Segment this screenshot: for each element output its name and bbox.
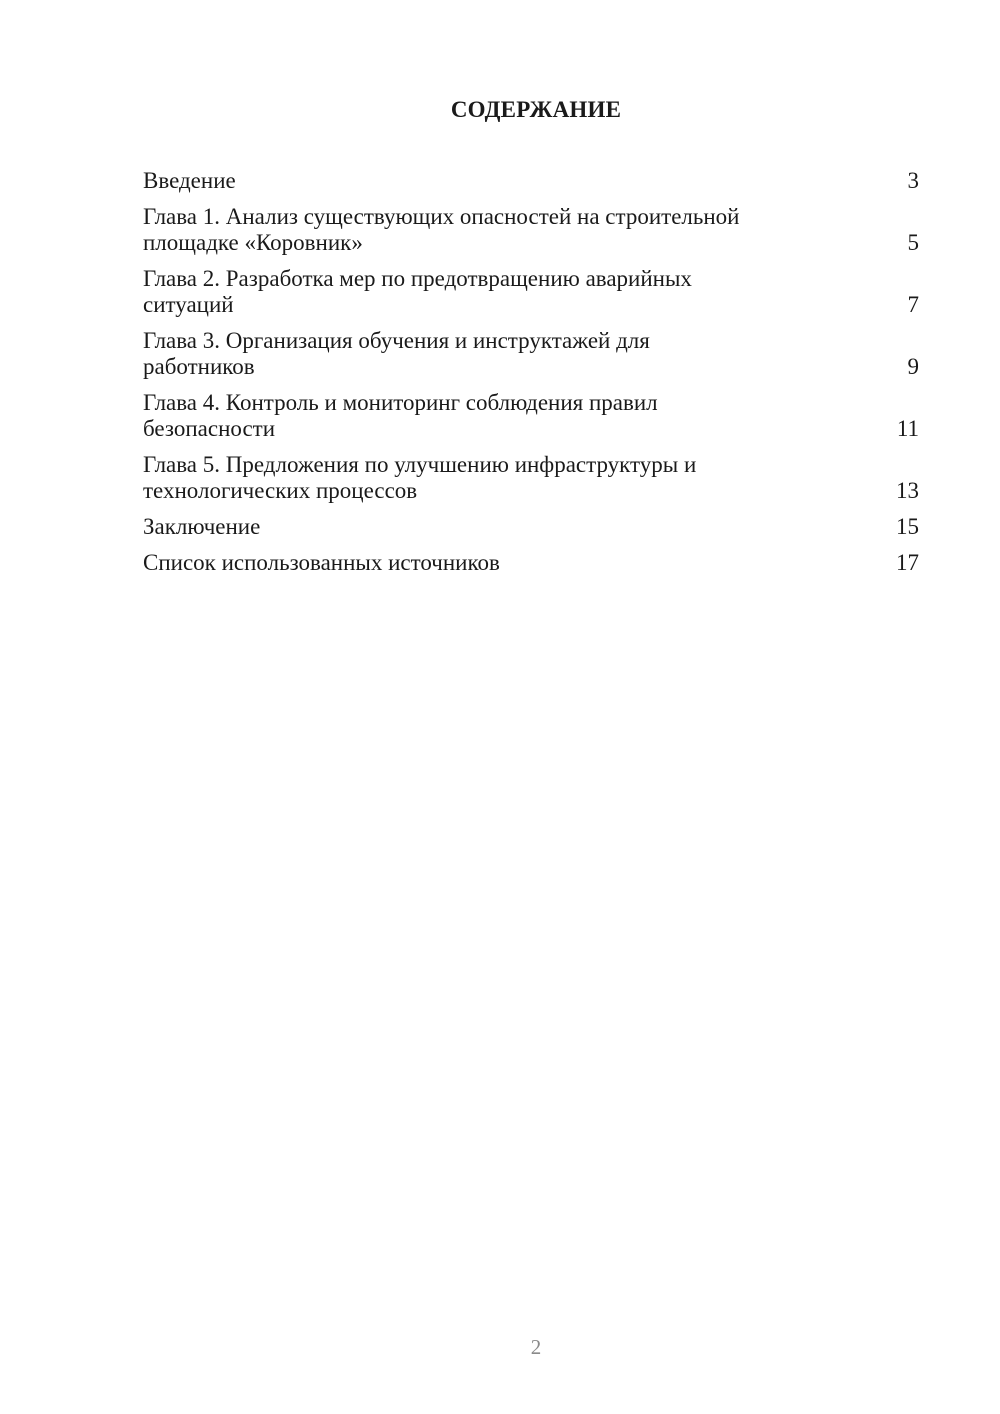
toc-entry-page: 17 — [896, 550, 919, 575]
toc-entry-page: 5 — [907, 230, 919, 255]
toc-entry-label: Глава 5. Предложения по улучшению инфраструктуры и технологических процессов — [143, 452, 697, 503]
table-of-contents — [143, 168, 919, 586]
toc-entry-page: 11 — [896, 416, 919, 441]
toc-entry-page: 13 — [896, 478, 919, 503]
toc-entry-label: Введение — [143, 168, 236, 193]
toc-entry-references[interactable] — [143, 550, 919, 576]
toc-entry-chapter-4[interactable] — [143, 390, 919, 442]
toc-entry-label: Заключение — [143, 514, 261, 539]
toc-entry-page: 7 — [907, 292, 919, 317]
page-number: 2 — [530, 1335, 542, 1359]
toc-entry-page: 15 — [896, 514, 919, 539]
toc-entry-label: Глава 1. Анализ существующих опасностей на строительной площадке «Коровник» — [143, 204, 740, 255]
toc-entry-chapter-3[interactable] — [143, 328, 919, 380]
toc-entry-introduction[interactable] — [143, 168, 919, 194]
toc-entry-label: Глава 2. Разработка мер по предотвращению аварийных ситуаций — [143, 266, 692, 317]
toc-title: СОДЕРЖАНИЕ — [450, 97, 622, 122]
toc-entry-chapter-5[interactable] — [143, 452, 919, 504]
toc-entry-chapter-1[interactable] — [143, 204, 919, 256]
toc-entry-label: Список использованных источников — [143, 550, 500, 575]
toc-entry-label: Глава 3. Организация обучения и инструктажей для работников — [143, 328, 650, 379]
toc-entry-page: 9 — [907, 354, 919, 379]
toc-entry-chapter-2[interactable] — [143, 266, 919, 318]
toc-entry-conclusion[interactable] — [143, 514, 919, 540]
toc-entry-label: Глава 4. Контроль и мониторинг соблюдения правил безопасности — [143, 390, 658, 441]
toc-entry-page: 3 — [907, 168, 919, 193]
